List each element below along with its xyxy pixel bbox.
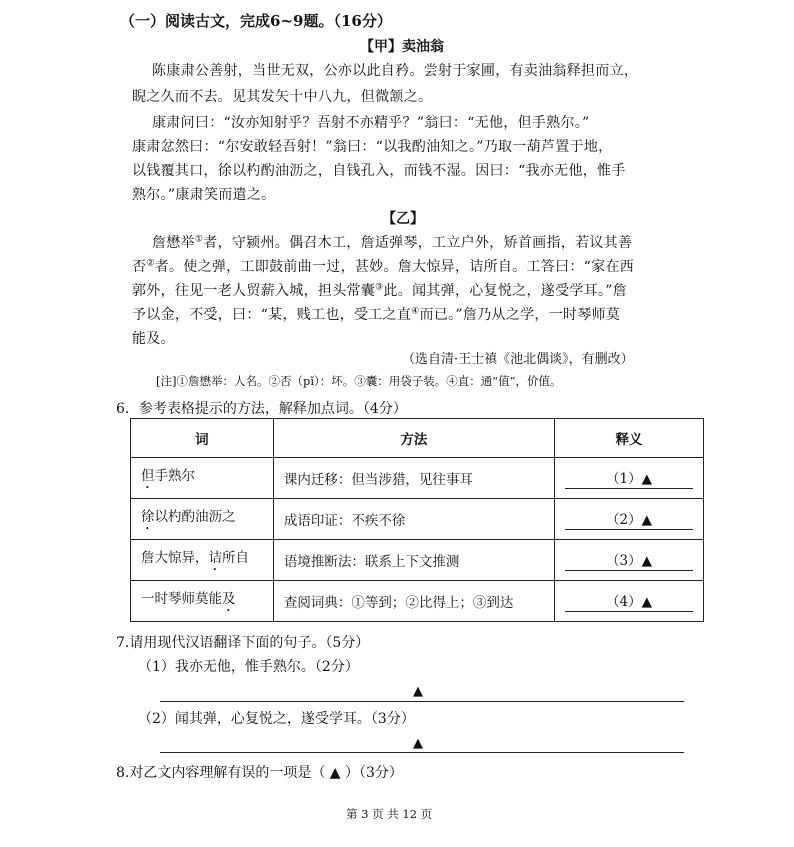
footnote-marker: ④ (411, 306, 420, 317)
word-cell: 一时琴师莫能及 (131, 581, 274, 622)
answer-marker: ▲ (413, 736, 423, 751)
table-row (131, 581, 704, 622)
method-cell: 成语印证：不疾不徐 (273, 499, 554, 540)
answer-line-2[interactable] (160, 752, 684, 753)
word-cell: 徐以杓酌油沥之 (131, 499, 274, 540)
passage-yi-line: 詹懋举①者，守颍州。偶召木工，詹适弹琴，工立户外，矫首画指，若议其善 (152, 234, 633, 251)
answer-cell[interactable]: （1）▲ (554, 458, 703, 499)
table-row (131, 458, 704, 499)
section-title: （一）阅读古文，完成6~9题。（16分） (120, 12, 392, 30)
passage-jia-line: 熟尔。”康肃笑而遣之。 (132, 187, 276, 203)
passage-notes: [注]①詹懋举：人名。②否（pǐ）：坏。③囊：用袋子装。④直：通“值”，价值。 (156, 374, 562, 388)
passage-jia-line: 康肃忿然曰：“尔安敢轻吾射！”翁曰：“以我酌油知之。”乃取一葫芦置于地， (132, 139, 613, 155)
table-header-row (131, 419, 704, 458)
passage-yi-line: 郭外，往见一老人贸薪入城，担头常囊③此。闻其弹，心复悦之，遂受学耳。”詹 (132, 282, 628, 299)
header-method: 方法 (273, 419, 554, 458)
word-cell: 但手熟尔 (131, 458, 274, 499)
passage-jia-line: 睨之久而不去。见其发矢十中八九，但微颔之。 (132, 89, 433, 105)
footnote-marker: ① (194, 234, 204, 245)
q7-stem: 7.请用现代汉语翻译下面的句子。（5分） (116, 635, 370, 651)
answer-cell[interactable]: （2）▲ (554, 499, 703, 540)
q7-sentence-1: （1）我亦无他，惟手熟尔。（2分） (138, 659, 359, 675)
word-cell: 詹大惊异，诘所自 (131, 540, 274, 581)
table-row (131, 540, 704, 581)
table-row (131, 499, 704, 540)
passage-yi-line: 能及。 (132, 331, 175, 347)
passage-jia-line: 陈康肃公善射，当世无双，公亦以此自矜。尝射于家圃，有卖油翁释担而立， (152, 63, 639, 79)
passage-source: （选自清·王士禛《池北偶谈》，有删改） (402, 352, 634, 367)
passage-yi-title: 【乙】 (382, 211, 424, 227)
answer-cell[interactable]: （3）▲ (554, 540, 703, 581)
header-meaning: 释义 (554, 419, 703, 458)
footnote-marker: ② (146, 258, 155, 269)
q6-stem: 6．参考表格提示的方法，解释加点词。（4分） (116, 401, 407, 417)
passage-jia-line: 康肃问曰：“汝亦知射乎？吾射不亦精乎？”翁曰：“无他，但手熟尔。” (152, 115, 590, 131)
passage-yi-line: 予以金，不受，曰：“某，贱工也，受工之直④而已。”詹乃从之学，一时琴师莫 (132, 306, 621, 323)
passage-jia-title: 【甲】卖油翁 (360, 39, 444, 55)
passage-jia-line: 以钱覆其口，徐以杓酌油沥之，自钱孔入，而钱不湿。因曰：“我亦无他，惟手 (132, 163, 626, 179)
answer-marker: ▲ (413, 684, 423, 699)
q8-stem: 8.对乙文内容理解有误的一项是（ ▲ ）（3分） (116, 765, 403, 781)
answer-cell[interactable]: （4）▲ (554, 581, 703, 622)
header-word: 词 (131, 419, 274, 458)
method-cell: 查阅词典：①等到；②比得上；③到达 (273, 581, 554, 622)
q6-table (130, 418, 704, 622)
passage-yi-line: 否②者。使之弹，工即鼓前曲一过，甚妙。詹大惊异，诘所自。工答曰：“家在西 (132, 258, 635, 275)
page-footer: 第 3 页 共 12 页 (346, 807, 433, 821)
method-cell: 课内迁移：但当涉猎，见往事耳 (273, 458, 554, 499)
q7-sentence-2: （2）闻其弹，心复悦之，遂受学耳。（3分） (138, 711, 415, 727)
footnote-marker: ③ (375, 282, 384, 293)
answer-line-1[interactable] (160, 701, 684, 702)
method-cell: 语境推断法：联系上下文推测 (273, 540, 554, 581)
